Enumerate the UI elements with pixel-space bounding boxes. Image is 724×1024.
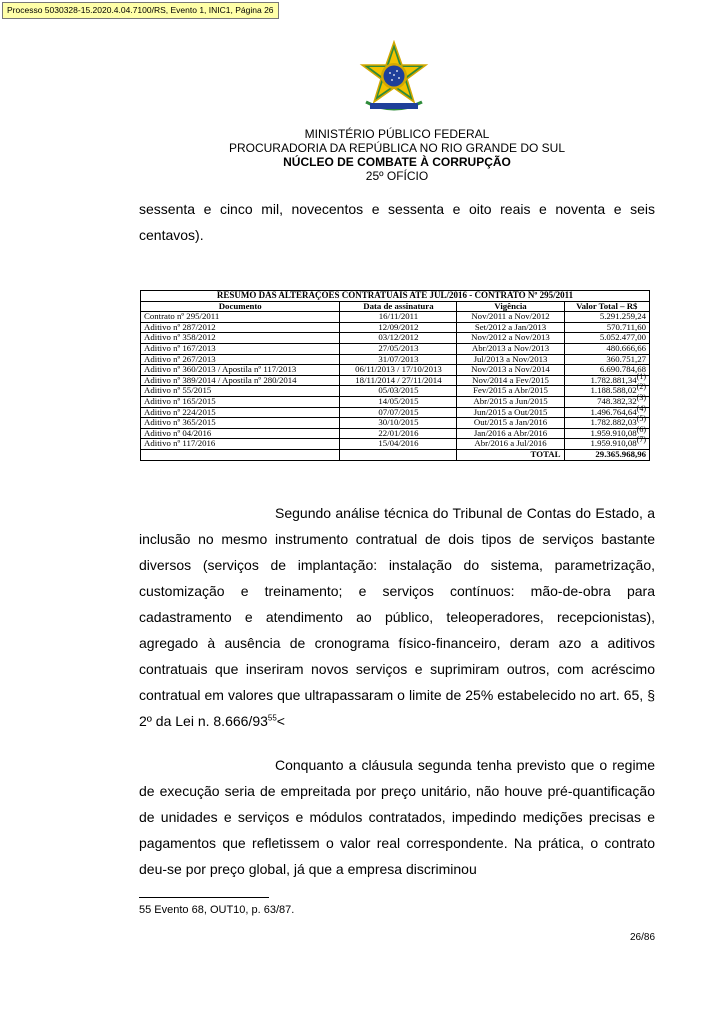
cell-valor-text: 6.690.784,68 [599, 364, 646, 375]
table-row [141, 354, 650, 365]
cell-documento-text: Aditivo nº 04/2016 [144, 427, 212, 438]
cell-vigencia-text: Jun/2015 a Out/2015 [473, 406, 548, 417]
cell-valor [564, 312, 649, 323]
cell-valor-text: 1.496.764,64 [590, 406, 637, 417]
total-blank [141, 449, 340, 460]
cell-documento [141, 343, 340, 354]
cell-data [340, 407, 457, 418]
cell-documento-text: Aditivo nº 365/2015 [144, 417, 216, 428]
paragraph-3 [139, 752, 655, 882]
cell-documento-text: Aditivo nº 117/2016 [144, 438, 216, 449]
cell-vigencia [457, 386, 564, 397]
footnote-divider [139, 897, 269, 898]
cell-documento [141, 386, 340, 397]
table-row [141, 439, 650, 450]
cell-data-text: 12/09/2012 [378, 321, 419, 332]
col-header-data: Data de assinatura [340, 301, 457, 312]
cell-vigencia-text: Jan/2016 a Abr/2016 [473, 427, 548, 438]
cell-valor [564, 354, 649, 365]
cell-vigencia [457, 428, 564, 439]
cell-data [340, 375, 457, 386]
page-number: 26/86 [630, 932, 656, 943]
cell-valor-text: 5.052.477,00 [599, 332, 646, 343]
cell-valor [564, 322, 649, 333]
total-label: TOTAL [457, 449, 564, 460]
cell-data [340, 386, 457, 397]
cell-valor [564, 435, 649, 450]
cell-data [340, 396, 457, 407]
cell-vigencia [457, 396, 564, 407]
cell-valor [564, 333, 649, 344]
cell-data [340, 312, 457, 323]
col-header-valor: Valor Total – R$ [564, 301, 649, 312]
table-row [141, 343, 650, 354]
cell-data-text: 06/11/2013 / 17/10/2013 [355, 364, 442, 375]
cell-documento [141, 428, 340, 439]
table-row [141, 428, 650, 439]
cell-valor-text: 360.751,27 [606, 353, 646, 364]
value-note: (6) [636, 424, 646, 434]
cell-data-text: 31/07/2013 [378, 353, 419, 364]
header-procuradoria: PROCURADORIA DA REPÚBLICA NO RIO GRANDE DO SUL [228, 141, 566, 155]
cell-valor-text: 5.291.259,24 [599, 311, 646, 322]
cell-documento-text: Aditivo nº 267/2013 [144, 353, 216, 364]
cell-valor-text: 570.711,60 [606, 321, 646, 332]
footnote-ref: 55 [267, 713, 277, 723]
cell-valor-text: 748.382,32 [597, 395, 637, 406]
cell-documento [141, 418, 340, 429]
cell-data-text: 05/03/2015 [378, 385, 419, 396]
cell-vigencia-text: Nov/2011 a Nov/2012 [471, 311, 550, 322]
value-note: (7) [636, 435, 646, 445]
cell-vigencia [457, 375, 564, 386]
header-oficio: 25º OFÍCIO [365, 169, 429, 183]
cell-documento-text: Aditivo nº 358/2012 [144, 332, 216, 343]
table-row [141, 333, 650, 344]
cell-vigencia-text: Abr/2016 a Jul/2016 [474, 438, 547, 449]
value-note: (2) [636, 382, 646, 392]
cell-data [340, 333, 457, 344]
cell-vigencia [457, 333, 564, 344]
cell-documento-text: Aditivo nº 389/2014 / Apostila nº 280/2014 [144, 374, 297, 385]
cell-data [340, 439, 457, 450]
cell-data [340, 365, 457, 376]
cell-vigencia-text: Abr/2015 a Jun/2015 [473, 395, 548, 406]
cell-data-text: 03/12/2012 [378, 332, 419, 343]
value-note: (3) [636, 393, 646, 403]
cell-vigencia-text: Nov/2012 a Nov/2013 [471, 332, 550, 343]
cell-vigencia [457, 407, 564, 418]
cell-documento-text: Aditivo nº 287/2012 [144, 321, 216, 332]
table-row [141, 407, 650, 418]
value-note: (4) [636, 403, 646, 413]
cell-documento [141, 439, 340, 450]
total-value: 29.365.968,96 [564, 449, 649, 460]
cell-documento [141, 407, 340, 418]
table-row [141, 322, 650, 333]
table-row [141, 312, 650, 323]
table-title: RESUMO DAS ALTERAÇOES CONTRATUAIS ATE JUL/2016 - CONTRATO Nº 295/2011 [141, 291, 650, 302]
value-note: (5) [636, 414, 646, 424]
cell-documento-text: Aditivo nº 167/2013 [144, 342, 216, 353]
cell-data [340, 428, 457, 439]
cell-documento-text: Aditivo nº 224/2015 [144, 406, 216, 417]
cell-vigencia [457, 354, 564, 365]
paragraph-2 [139, 500, 655, 734]
paragraph-1: sessenta e cinco mil, novecentos e sessenta e oito reais e noventa e seis centavos). [139, 201, 655, 243]
cell-vigencia [457, 365, 564, 376]
cell-documento [141, 375, 340, 386]
cell-valor-text: 1.959.910,08 [590, 438, 637, 449]
cell-data-text: 22/01/2016 [378, 427, 419, 438]
total-blank [340, 449, 457, 460]
process-stamp: Processo 5030328-15.2020.4.04.7100/RS, Evento 1, INIC1, Página 26 [2, 2, 279, 19]
table-row [141, 396, 650, 407]
cell-valor-text: 480.666,66 [606, 342, 646, 353]
table-row [141, 418, 650, 429]
cell-vigencia [457, 322, 564, 333]
cell-documento [141, 396, 340, 407]
cell-vigencia-text: Nov/2013 a Nov/2014 [471, 364, 550, 375]
brazil-coat-of-arms-icon [356, 40, 432, 116]
header-ministry: MINISTÉRIO PÚBLICO FEDERAL [304, 127, 490, 141]
cell-valor-text: 1.959.910,08 [590, 427, 637, 438]
table-row [141, 375, 650, 386]
cell-vigencia-text: Jul/2013 a Nov/2013 [473, 353, 548, 364]
cell-vigencia [457, 343, 564, 354]
cell-documento [141, 322, 340, 333]
cell-vigencia [457, 312, 564, 323]
cell-data-text: 27/05/2013 [378, 342, 419, 353]
cell-valor-text: 1.188.588,02 [590, 385, 637, 396]
contract-summary-table [140, 290, 650, 461]
footnote: 55 Evento 68, OUT10, p. 63/87. [139, 904, 295, 916]
header-nucleo: NÚCLEO DE COMBATE À CORRUPÇÃO [283, 155, 511, 169]
cell-vigencia-text: Nov/2014 a Fev/2015 [472, 374, 549, 385]
paragraph-3-text: Conquanto a cláusula segunda tenha previsto que o regime de execução seria de empreitada por preço unitário, não houve pré-quantificação de unidades e serviços e módulos contratados, impedindo medições precisas e pagamentos que refletissem o valor real correspondente. Na prática, o contrato deu-se por preço global, já que a empresa discriminou [139, 757, 655, 877]
cell-data [340, 418, 457, 429]
cell-data-text: 16/11/2011 [378, 311, 419, 322]
cell-documento [141, 312, 340, 323]
cell-vigencia [457, 418, 564, 429]
cell-documento [141, 333, 340, 344]
cell-data [340, 343, 457, 354]
cell-valor-text: 1.782.882,03 [590, 417, 637, 428]
cell-data-text: 30/10/2015 [378, 417, 419, 428]
cell-valor-text: 1.782.881,34 [590, 374, 637, 385]
value-note: (1) [636, 371, 646, 381]
cell-data-text: 07/07/2015 [378, 406, 419, 417]
cell-documento [141, 365, 340, 376]
cell-vigencia [457, 439, 564, 450]
cell-valor [564, 343, 649, 354]
cell-data-text: 14/05/2015 [378, 395, 419, 406]
cell-documento-text: Aditivo nº 360/2013 / Apostila nº 117/2013 [144, 364, 297, 375]
cell-data-text: 18/11/2014 / 27/11/2014 [355, 374, 442, 385]
cell-documento-text: Aditivo nº 165/2015 [144, 395, 216, 406]
col-header-vigencia: Vigência [457, 301, 564, 312]
col-header-documento: Documento [141, 301, 340, 312]
cell-vigencia-text: Abr/2013 a Nov/2013 [471, 342, 550, 353]
cell-vigencia-text: Set/2012 a Jan/2013 [474, 321, 547, 332]
paragraph-2-end: < [276, 713, 285, 729]
cell-data [340, 354, 457, 365]
cell-data-text: 15/04/2016 [378, 438, 419, 449]
cell-documento-text: Contrato nº 295/2011 [144, 311, 220, 322]
cell-vigencia-text: Fev/2015 a Abr/2015 [473, 385, 548, 396]
table-row [141, 365, 650, 376]
table-row [141, 386, 650, 397]
paragraph-2-text: Segundo análise técnica do Tribunal de Contas do Estado, a inclusão no mesmo instrumento contratual de dois tipos de serviços bastante diversos (serviços de implantação: instalação do sistema, parametrização, customização e treinamento; e serviços contínuos: mão-de-obra para cadastramento e atendimento ao público, teleoperadores, recepcionistas), agregado à ausência de cronograma físico-financeiro, deram azo a aditivos contratuais que inseriram novos serviços e suprimiram outros, com acréscimo contratual em valores que ultrapassaram o limite de 25% estabelecido no art. 65, § 2º da Lei n. 8.666/93 [139, 505, 655, 729]
cell-documento [141, 354, 340, 365]
cell-data [340, 322, 457, 333]
cell-documento-text: Aditivo nº 55/2015 [144, 385, 212, 396]
cell-vigencia-text: Out/2015 a Jan/2016 [473, 417, 548, 428]
